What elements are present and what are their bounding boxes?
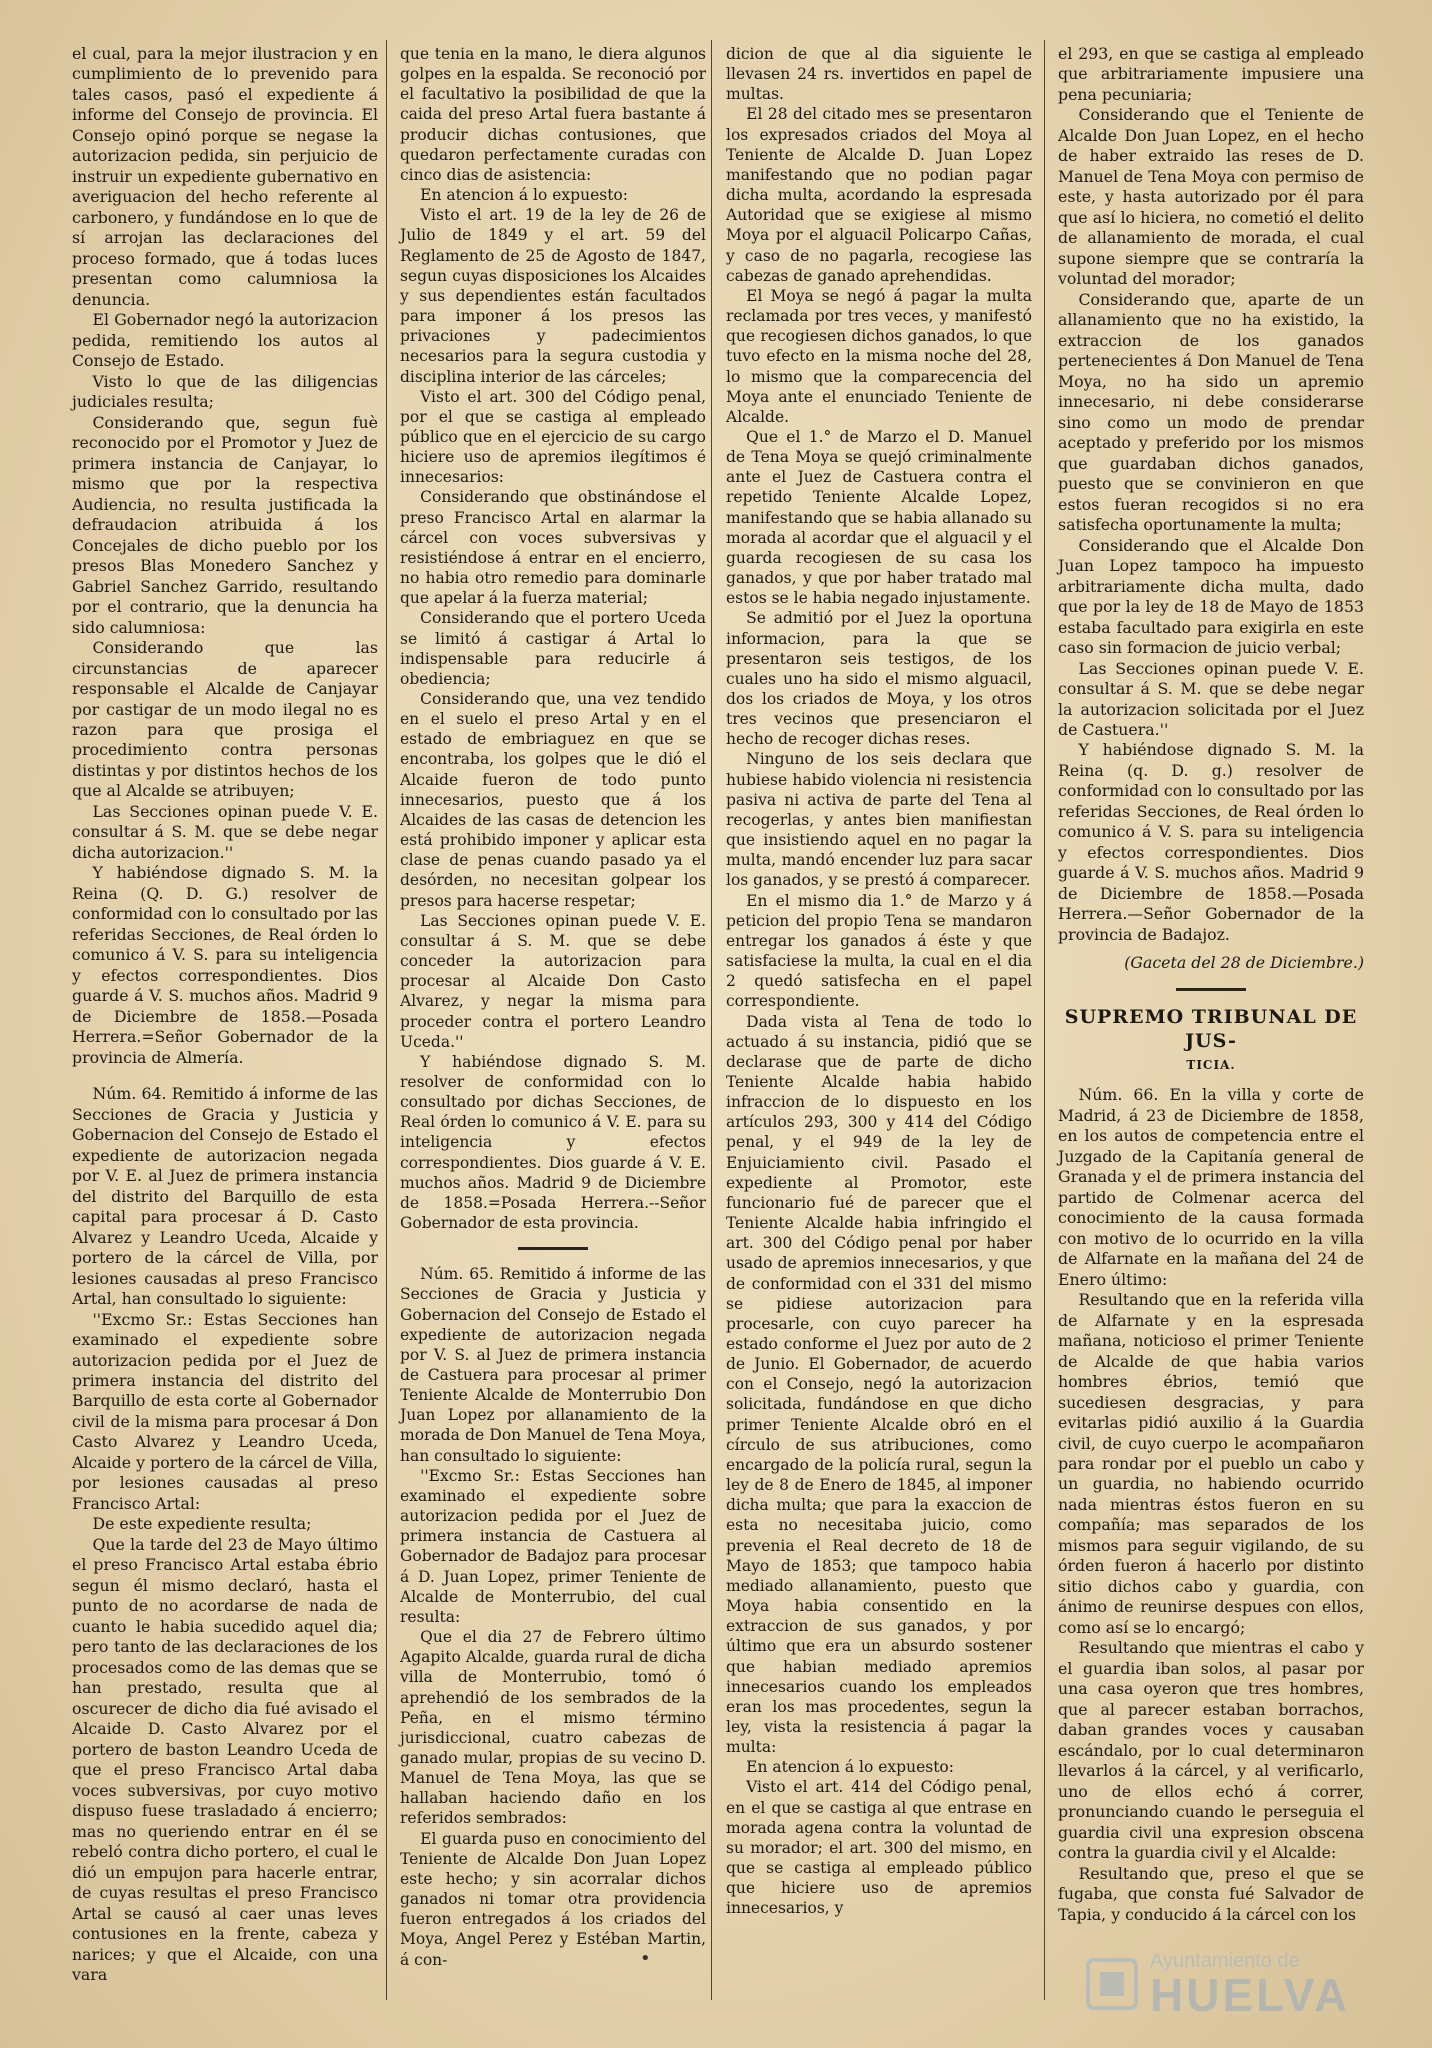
column-divider xyxy=(386,40,387,2000)
paragraph: Considerando que, aparte de un allanamiento que no ha existido, la extraccion de los ganados pertenecientes á Don Manuel de Tena Moya, no ha sido un apremio innecesario, ni debe considerarse sino como un modo de prendar aceptado y preferido por los mismos que guardaban dichos ganados, puesto que se convinieron en que estos fueran recogidos si no era satisfecha oportunamente la multa; xyxy=(1058,289,1364,535)
paragraph: Que el dia 27 de Febrero último Agapito Alcalde, guarda rural de dicha villa de Monterrubio, tomó ó aprehendió de los sembrados de la Peña, en el mismo término jurisdiccional, cuatro cabezas de ganado mular, propias de su vecino D. Manuel de Tena Moya, las que se hallaban haciendo daño en los referidos sembrados: xyxy=(400,1628,706,1828)
section-rule xyxy=(518,1247,588,1250)
paragraph: Visto el art. 19 de la ley de 26 de Julio de 1849 y el art. 59 del Reglamento de 25 de Agosto de 1847, segun cuyas disposiciones los Alcaides y sus dependientes están facultados para imponer á los presos las privaciones y padecimientos necesarios para la segura custodia y disciplina interior de las cárceles; xyxy=(400,206,706,386)
paragraph: Considerando que el Teniente de Alcalde Don Juan Lopez, en el hecho de haber extraido las reses de D. Manuel de Tena Moya con permiso de este, y hasta autorizado por él para que así lo hiciera, no cometió el delito de allanamiento de morada, el cual supone siempre que se contraría la voluntad del morador; xyxy=(1058,105,1364,289)
paragraph: Resultando que en la referida villa de Alfarnate y en la espresada mañana, noticioso el primer Teniente de Alcalde de que habia varios hombres ébrios, temió que sucediesen desgracias, y para evitarlas pidió auxilio á la Guardia civil, de cuyo cuerpo le acompañaron para rondar por el pueblo un cabo y un guardia, no habiendo ocurrido nada mientras éstos fueron en su compañía; mas separados de los mismos para seguir vigilando, de su órden fueron á hacerlo por distinto sitio dichos cabo y guardia, con ánimo de reunirse despues con ellos, como así se lo encargó; xyxy=(1058,1290,1364,1637)
paragraph: Visto lo que de las diligencias judiciales resulta; xyxy=(72,371,378,412)
paragraph: El Moya se negó á pagar la multa reclamada por tres veces, y manifestó que recogiesen dichos ganados, lo que tuvo efecto en la misma noche del 28, lo mismo que la comparecencia del Moya ante el enunciado Teniente de Alcalde. xyxy=(726,286,1032,426)
paragraph: Ninguno de los seis declara que hubiese habido violencia ni resistencia pasiva ni activa de parte del Tena al recogerlas, y antes bien manifiestan que insistiendo aquel en no pagar la multa, mandó encender luz para sacar los ganados, y se prestó á comparecer. xyxy=(726,750,1032,890)
footer-mark: • xyxy=(640,1948,651,1969)
paragraph: el 293, en que se castiga al empleado que arbitrariamente impusiere una pena pecuniaria; xyxy=(1058,44,1364,104)
paragraph: Y habiéndose dignado S. M. la Reina (Q. D. G.) resolver de conformidad con lo consultado por las referidas Secciones, de Real órden lo comunico á V. S. para su inteligencia y efectos correspondientes. Dios guarde á V. S. muchos años. Madrid 9 de Diciembre de 1858.—Posada Herrera.=Señor Gobernador de la provincia de Almería. xyxy=(72,863,378,1067)
paragraph: Las Secciones opinan puede V. E. consultar á S. M. que se debe conceder la autorizacion para procesar al Alcaide Don Casto Alvarez, y negar la misma para proceder contra el portero Leandro Uceda.'' xyxy=(400,911,706,1051)
watermark-line-2: HUELVA xyxy=(1150,1969,1351,2021)
section-gap xyxy=(72,1068,378,1084)
column-divider xyxy=(711,40,712,2000)
text-column-2 xyxy=(400,44,706,1970)
paragraph: Considerando que obstinándose el preso Francisco Artal en alarmar la cárcel con voces subversivas y resistiéndose á entrar en el encierro, no habia otro remedio para dominarle que apelar á la fuerza material; xyxy=(400,488,706,608)
paragraph: Y habiéndose dignado S. M. la Reina (q. D. g.) resolver de conformidad con lo consultado por las referidas Secciones, de Real órden lo comunico á V. S. para su inteligencia y efectos correspondientes. Dios guarde á V. S. muchos años. Madrid 9 de Diciembre de 1858.—Posada Herrera.—Señor Gobernador de la provincia de Badajoz. xyxy=(1058,740,1364,944)
paragraph: Y habiéndose dignado S. M. resolver de conformidad con lo consultado por dichas Secciones, de Real órden lo comunico á V. E. para su inteligencia y efectos correspondientes. Dios guarde á V. E. muchos años. Madrid 9 de Diciembre de 1858.=Posada Herrera.--Señor Gobernador de esta provincia. xyxy=(400,1052,706,1233)
city-seal-icon xyxy=(1080,1952,1144,2016)
paragraph: Considerando que, una vez tendido en el suelo el preso Artal y en el estado de embriaguez en que se encontraba, los golpes que le dió el Alcaide fueron de todo punto innecesarios, puesto que á los Alcaides de las casas de detencion les está prohibido imponer y aplicar esta clase de penas cuando pasado ya el desórden, no necesitan golpear los presos para hacerse respetar; xyxy=(400,690,706,910)
section-heading-sub: TICIA. xyxy=(1186,1057,1236,1072)
paragraph: Considerando que las circunstancias de aparecer responsable el Alcalde de Canjayar por castigar de un modo ilegal no es razon para que prosiga el procedimiento contra personas distintas y por distintos hechos de los que al Alcalde se atribuyen; xyxy=(72,638,378,801)
paragraph: que tenia en la mano, le diera algunos golpes en la espalda. Se reconoció por el facultativo la posibilidad de que la caida del preso Artal fuera bastante á producir dichas contusiones, que quedaron perfectamente curadas con cinco dias de asistencia: xyxy=(400,45,706,184)
paragraph: ''Excmo Sr.: Estas Secciones han examinado el expediente sobre autorizacion pedida por el Juez de primera instancia del distrito del Barquillo de esta corte al Gobernador civil de la misma para procesar á Don Casto Alvarez y Leandro Uceda, Alcaide y portero de la cárcel de Villa, por lesiones causadas al preso Francisco Artal: xyxy=(72,1309,378,1513)
paragraph: Considerando que el portero Uceda se limitó á castigar á Artal lo indispensable para reducirle á obediencia; xyxy=(400,609,706,688)
paragraph: dicion de que al dia siguiente le llevasen 24 rs. invertidos en papel de multas. xyxy=(726,45,1032,104)
paragraph: En atencion á lo expuesto: xyxy=(420,186,628,205)
paragraph: El 28 del citado mes se presentaron los expresados criados del Moya al Teniente de Alcalde D. Juan Lopez manifestando que no podian pagar dicha multa, acordando la espresada Autoridad que se exigiese al mismo Moya por el alguacil Policarpo Cañas, y caso de no pagarla, recogiese las cabezas de ganado aprehendidas. xyxy=(726,105,1032,285)
paragraph: Núm. 64. Remitido á informe de las Secciones de Gracia y Justicia y Gobernacion del Consejo de Estado el expediente de autorizacion negada por V. E. al Juez de primera instancia del distrito del Barquillo de esta capital para procesar á D. Casto Alvarez y Leandro Uceda, Alcaide y portero de la cárcel de Villa, por lesiones causadas al preso Francisco Artal, han consultado lo siguiente: xyxy=(72,1084,378,1309)
source-credit: (Gaceta del 28 de Diciembre.) xyxy=(1124,953,1364,973)
paragraph: El Gobernador negó la autorizacion pedida, remitiendo los autos al Consejo de Estado. xyxy=(72,310,378,371)
paragraph: De este expediente resulta; xyxy=(92,1514,312,1534)
paragraph: Considerando que el Alcalde Don Juan Lopez tampoco ha impuesto arbitrariamente dicha multa, dado que por la ley de 18 de Mayo de 1853 estaba facultado para exigirla en este caso sin formacion de juicio verbal; xyxy=(1058,535,1364,658)
section-heading-block xyxy=(1058,1005,1364,1075)
text-column-1 xyxy=(72,44,378,1986)
paragraph: En el mismo dia 1.° de Marzo y á peticion del propio Tena se mandaron entregar los ganados á éste y que satisfaciese la multa, la cual en el dia 2 quedó satisfecha en el papel correspondiente. xyxy=(726,891,1032,1011)
archive-watermark xyxy=(1080,1948,1360,2020)
paragraph: Visto el art. 300 del Código penal, por el que se castiga al empleado público que en el ejercicio de su cargo hiciere uso de apremios ilegítimos é innecesarios: xyxy=(400,387,706,487)
watermark-line-1: Ayuntamiento de xyxy=(1150,1950,1300,1972)
text-column-4 xyxy=(1058,44,1364,1925)
paragraph: Que la tarde del 23 de Mayo último el preso Francisco Artal estaba ébrio segun él mismo declaró, hasta el punto de no acordarse de nada de cuanto le habia sucedido aquel dia; pero tanto de las declaraciones de los procesados como de las demas que se han prestado, resulta que al oscurecer de dicho dia fué avisado el Alcaide D. Casto Alvarez por el portero de baston Leandro Uceda de que el preso Francisco Artal daba voces subversivas, por cuyo motivo dispuso fuese trasladado á encierro; mas no queriendo entrar en él se rebeló contra dicho portero, el cual le dió un empujon para hacerle entrar, de cuyas resultas el preso Francisco Artal se causó al caer unas leves contusiones en la frente, cabeza y narices; y que el Alcaide, con una vara xyxy=(72,1534,378,1985)
paragraph: En atencion á lo expuesto: xyxy=(746,1758,954,1777)
section-heading: SUPREMO TRIBUNAL DE JUS- xyxy=(1064,1005,1358,1052)
section-rule xyxy=(1176,988,1246,991)
paragraph: Las Secciones opinan puede V. E. consultar á S. M. que se debe negar la autorizacion solicitada por el Juez de Castuera.'' xyxy=(1058,658,1364,739)
paragraph: Las Secciones opinan puede V. E. consultar á S. M. que se debe negar dicha autorizacion.'' xyxy=(72,801,378,862)
paragraph: el cual, para la mejor ilustracion y en cumplimiento de lo prevenido para tales casos, pasó el expediente á informe del Consejo de provincia. El Consejo opinó porque se negase la autorizacion pedida, sin perjuicio de instruir un expediente gubernativo en averiguacion del hecho referente al carbonero, y fundándose en lo que de sí arrojan las declaraciones del proceso formado, que á todas luces presentan como calumniosa la denuncia. xyxy=(72,44,378,309)
paragraph: Visto el art. 414 del Código penal, en el que se castiga al que entrase en morada agena contra la voluntad de su morador; el art. 300 del mismo, en que se castiga al empleado público que hiciere uso de apremios innecesarios, y xyxy=(726,1778,1032,1918)
paragraph: Se admitió por el Juez la oportuna informacion, para la que se presentaron seis testigos, de los cuales uno ha sido el mismo alguacil, dos los criados de Moya, y los otros tres vecinos que presenciaron el hecho de recoger dichas reses. xyxy=(726,609,1032,749)
paragraph: Núm. 65. Remitido á informe de las Secciones de Gracia y Justicia y Gobernacion del Consejo de Estado el expediente de autorizacion negada por V. S. al Juez de primera instancia de Castuera para procesar al primer Teniente Alcalde de Monterrubio Don Juan Lopez por allanamiento de la morada de Don Manuel de Tena Moya, han consultado lo siguiente: xyxy=(400,1265,706,1465)
paragraph: El guarda puso en conocimiento del Teniente de Alcalde Don Juan Lopez este hecho; y sin acorralar dichos ganados ni tomar otra providencia fueron entregados á los criados del Moya, Angel Perez y Estéban Martin, á con- xyxy=(400,1829,706,1969)
paragraph: Resultando que mientras el cabo y el guardia iban solos, al pasar por una casa oyeron que tres hombres, que al parecer estaban borrachos, daban grandes voces y causaban escándalo, por lo cual determinaron llevarlos á la cárcel, y al verificarlo, uno de ellos echó á correr, pronunciando cuando le perseguia el guardia civil una expresion obscena contra la guardia civil y el Alcalde: xyxy=(1058,1638,1364,1863)
paragraph: Resultando que, preso el que se fugaba, que consta fué Salvador de Tapia, y conducido á la cárcel con los xyxy=(1058,1863,1364,1924)
paragraph: Dada vista al Tena de todo lo actuado á su instancia, pidió que se declarase que de parte de dicho Teniente Alcalde habia habido infraccion de lo dispuesto en los artículos 293, 300 y 414 del Código penal, y el 949 de la ley de Enjuiciamiento civil. Pasado el expediente al Promotor, este funcionario fué de parecer que el Teniente Alcalde habia infringido el art. 300 del Código penal por haber usado de apremios innecesarios, y que de conformidad con el 331 del mismo se pidiese autorizacion para procesarle, con cuyo parecer ha estado conforme el Juez por auto de 2 de Junio. El Gobernador, de acuerdo con el Consejo, negó la autorizacion solicitada, fundándose en que dicho primer Teniente Alcalde obró en el círculo de sus atribuciones, como encargado de la policía rural, segun la ley de 8 de Enero de 1845, al imponer dicha multa; que para la exaccion de esta no necesitaba juicio, como prevenia el Real decreto de 18 de Mayo de 1853; que tampoco habia mediado allanamiento, puesto que Moya habia consentido en la extraccion de sus ganados, y por último que era un absurdo sostener que habian mediado apremios innecesarios cuando los empleados eran los mas procedentes, segun la ley, vista la resistencia á pagar la multa: xyxy=(726,1012,1032,1757)
paragraph: Que el 1.° de Marzo el D. Manuel de Tena Moya se quejó criminalmente ante el Juez de Castuera contra el repetido Teniente Alcalde Lopez, manifestando que se habia allanado su morada al acordar que el alguacil y el guarda recogiesen de su casa los ganados, y que por haber tratado mal estos se le habia negado injustamente. xyxy=(726,427,1032,608)
paragraph: Núm. 66. En la villa y corte de Madrid, á 23 de Diciembre de 1858, en los autos de competencia entre el Juzgado de la Capitanía general de Granada y el de primera instancia del partido de Colmenar acerca del conocimiento de la causa formada con motivo de lo ocurrido en la villa de Alfarnate en la mañana del 24 de Enero último: xyxy=(1058,1085,1364,1289)
text-column-3 xyxy=(726,44,1032,1919)
paragraph: Considerando que, segun fuè reconocido por el Promotor y Juez de primera instancia de Canjayar, lo mismo que por la respectiva Audiencia, no resulta justificada la defraudacion atribuida á los Concejales de dicho pueblo por los presos Blas Monedero Sanchez y Gabriel Sanchez Garrido, resultando por el contrario, que la denuncia ha sido calumniosa: xyxy=(72,412,378,637)
column-divider xyxy=(1044,40,1045,2000)
paragraph: ''Excmo Sr.: Estas Secciones han examinado el expediente sobre autorizacion pedida por el Juez de primera instancia de Castuera al Gobernador de Badajoz para procesar á D. Juan Lopez, primer Teniente de Alcalde de Monterrubio, del cual resulta: xyxy=(400,1466,706,1626)
